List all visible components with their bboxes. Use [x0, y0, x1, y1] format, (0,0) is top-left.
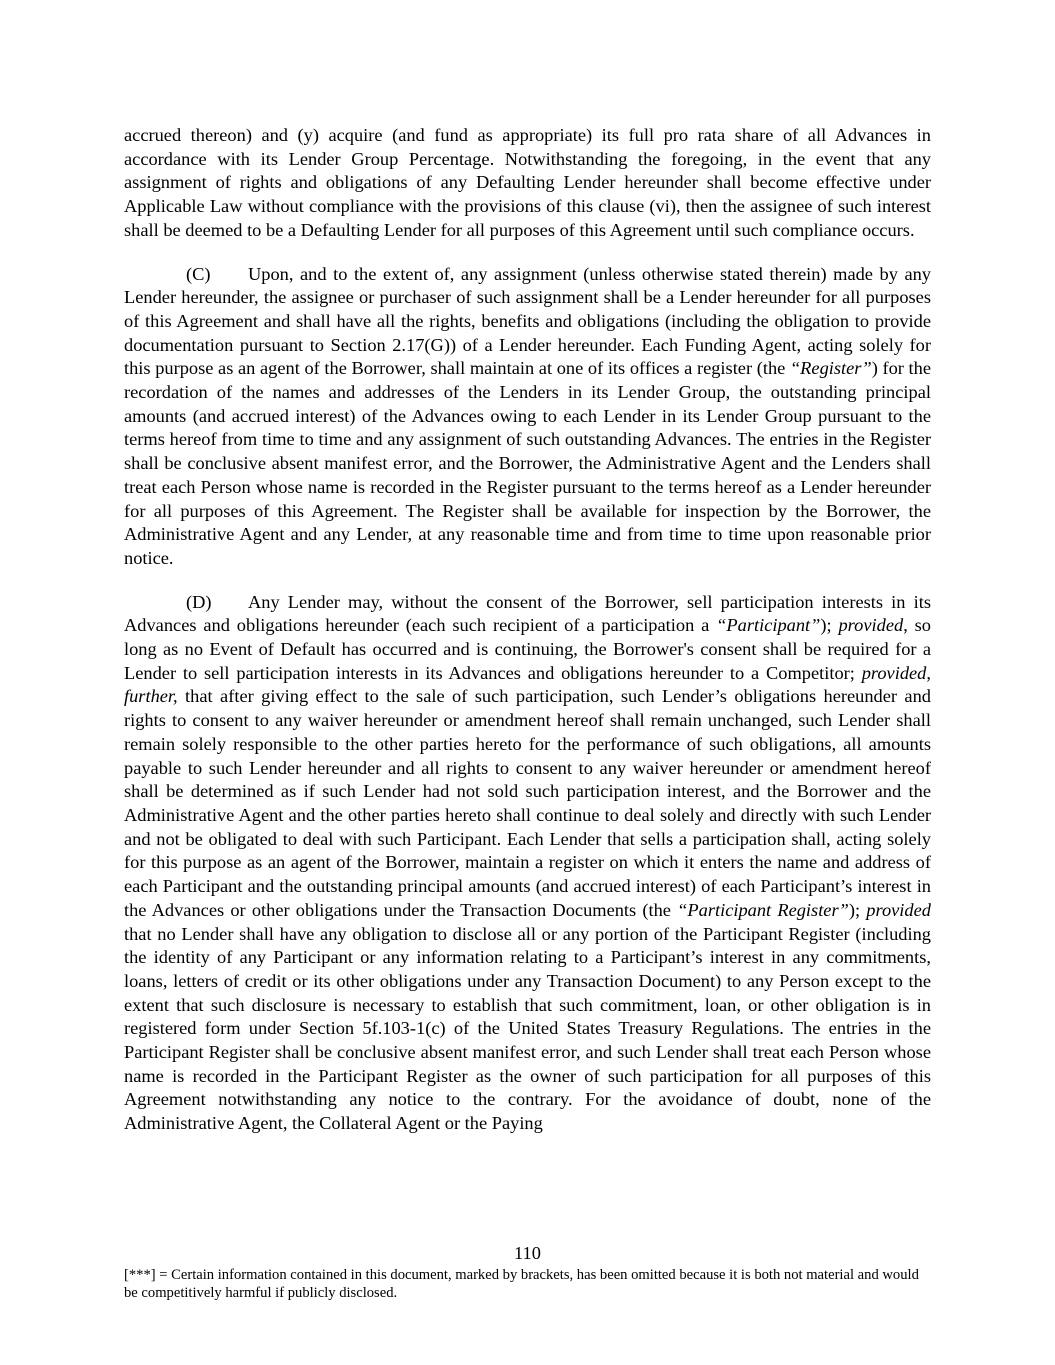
paragraph-text: that after giving effect to the sale of such participation, such Lender’s obligations hereunder and rights to consent to any waiver hereunder or amendment hereof shall remain unchanged, such Lender shall remain solely responsible to the other parties hereto for the performance of such obligations, all amounts payable to such Lender hereunder and all rights to consent to any waiver hereunder or amendment hereof shall be determined as if such Lender had not sold such participation interest, and the Borrower and the Administrative Agent and the other parties hereto shall continue to deal solely and directly with such Lender and not be obligated to deal with such Participant. Each Lender that sells a participation shall, acting solely for this purpose as an agent of the Borrower, maintain a register on which it enters the name and address of each Participant and the outstanding principal amounts (and accrued interest) of each Participant’s interest in the Advances or other obligations under the Transaction Documents (the	[124, 686, 931, 920]
proviso-term: provided	[838, 615, 904, 636]
paragraph-text: that no Lender shall have any obligation to disclose all or any portion of the Participant Register (including the identity of any Participant or any information relating to a Participant’s interest in any commitments, loans, letters of credit or its other obligations under any Transaction Document) to any Person except to the extent that such disclosure is necessary to establish that such commitment, loan, or other obligation is in registered form under Section 5f.103-1(c) of the United States Treasury Regulations. The entries in the Participant Register shall be conclusive absent manifest error, and such Lender shall treat each Person whose name is recorded in the Participant Register as the owner of such participation for all purposes of this Agreement notwithstanding any notice to the contrary. For the avoidance of doubt, none of the Administrative Agent, the Collateral Agent or the Paying	[124, 923, 931, 1134]
paragraph-d	[124, 591, 931, 1136]
proviso-further-term: further,	[124, 686, 178, 707]
paragraph-label-d: (D)	[186, 591, 212, 612]
proviso-term: provided	[861, 662, 927, 683]
paragraph-text: Any Lender may, without the consent of the Borrower, sell participation interests in its Advances and obligations hereunder (each such recipient of a participation a	[124, 591, 931, 636]
defined-term-participant: “Participant”	[716, 615, 821, 636]
paragraph-text: );	[848, 899, 867, 920]
document-body	[124, 124, 931, 1156]
paragraph-text: ) for the recordation of the names and addresses of the Lenders in its Lender Group, the outstanding principal amounts (and accrued interest) of the Advances owing to each Lender in its Lender Group pursuant to the terms hereof from time to time and any assignment of such outstanding Advances. The entries in the Register shall be conclusive absent manifest error, and the Borrower, the Administrative Agent and the Lenders shall treat each Person whose name is recorded in the Register pursuant to the terms hereof as a Lender hereunder for all purposes of this Agreement. The Register shall be available for inspection by the Borrower, the Administrative Agent and any Lender, at any reasonable time and from time to time upon reasonable prior notice.	[124, 358, 931, 568]
paragraph-text: , so long as no Event of Default has occurred and is continuing, the Borrower's consent shall be required for a Lender to sell participation interests in its Advances and obligations hereunder to a Competitor;	[124, 615, 931, 683]
defined-term-participant-register: “Participant Register”	[677, 899, 849, 920]
paragraph-text: accrued thereon) and (y) acquire (and fund as appropriate) its full pro rata share of all Advances in accordance with its Lender Group Percentage. Notwithstanding the foregoing, in the event that any assignment of rights and obligations of any Defaulting Lender hereunder shall become effective under Applicable Law without compliance with the provisions of this clause (vi), then the assignee of such interest shall be deemed to be a Defaulting Lender for all purposes of this Agreement until such compliance occurs.	[124, 125, 931, 240]
paragraph-text: ,	[926, 662, 931, 683]
confidentiality-footnote: [***] = Certain information contained in this document, marked by brackets, has been omitted because it is both not material and would be competitively harmful if publicly disclosed.	[124, 1267, 919, 1301]
proviso-term: provided	[866, 899, 931, 920]
page-number: 110	[514, 1243, 541, 1263]
paragraph-c	[124, 263, 931, 571]
defined-term-register: “Register”	[789, 358, 872, 379]
paragraph-text: Upon, and to the extent of, any assignment (unless otherwise stated therein) made by any Lender hereunder, the assignee or purchaser of such assignment shall be a Lender hereunder for all purposes of this Agreement and shall have all the rights, benefits and obligations (including the obligation to provide documentation pursuant to Section 2.17(G)) of a Lender hereunder. Each Funding Agent, acting solely for this purpose as an agent of the Borrower, shall maintain at one of its offices a register (the	[124, 263, 931, 379]
paragraph-label-c: (C)	[186, 263, 211, 284]
paragraph-continuation	[124, 124, 931, 243]
paragraph-text: );	[820, 615, 839, 636]
